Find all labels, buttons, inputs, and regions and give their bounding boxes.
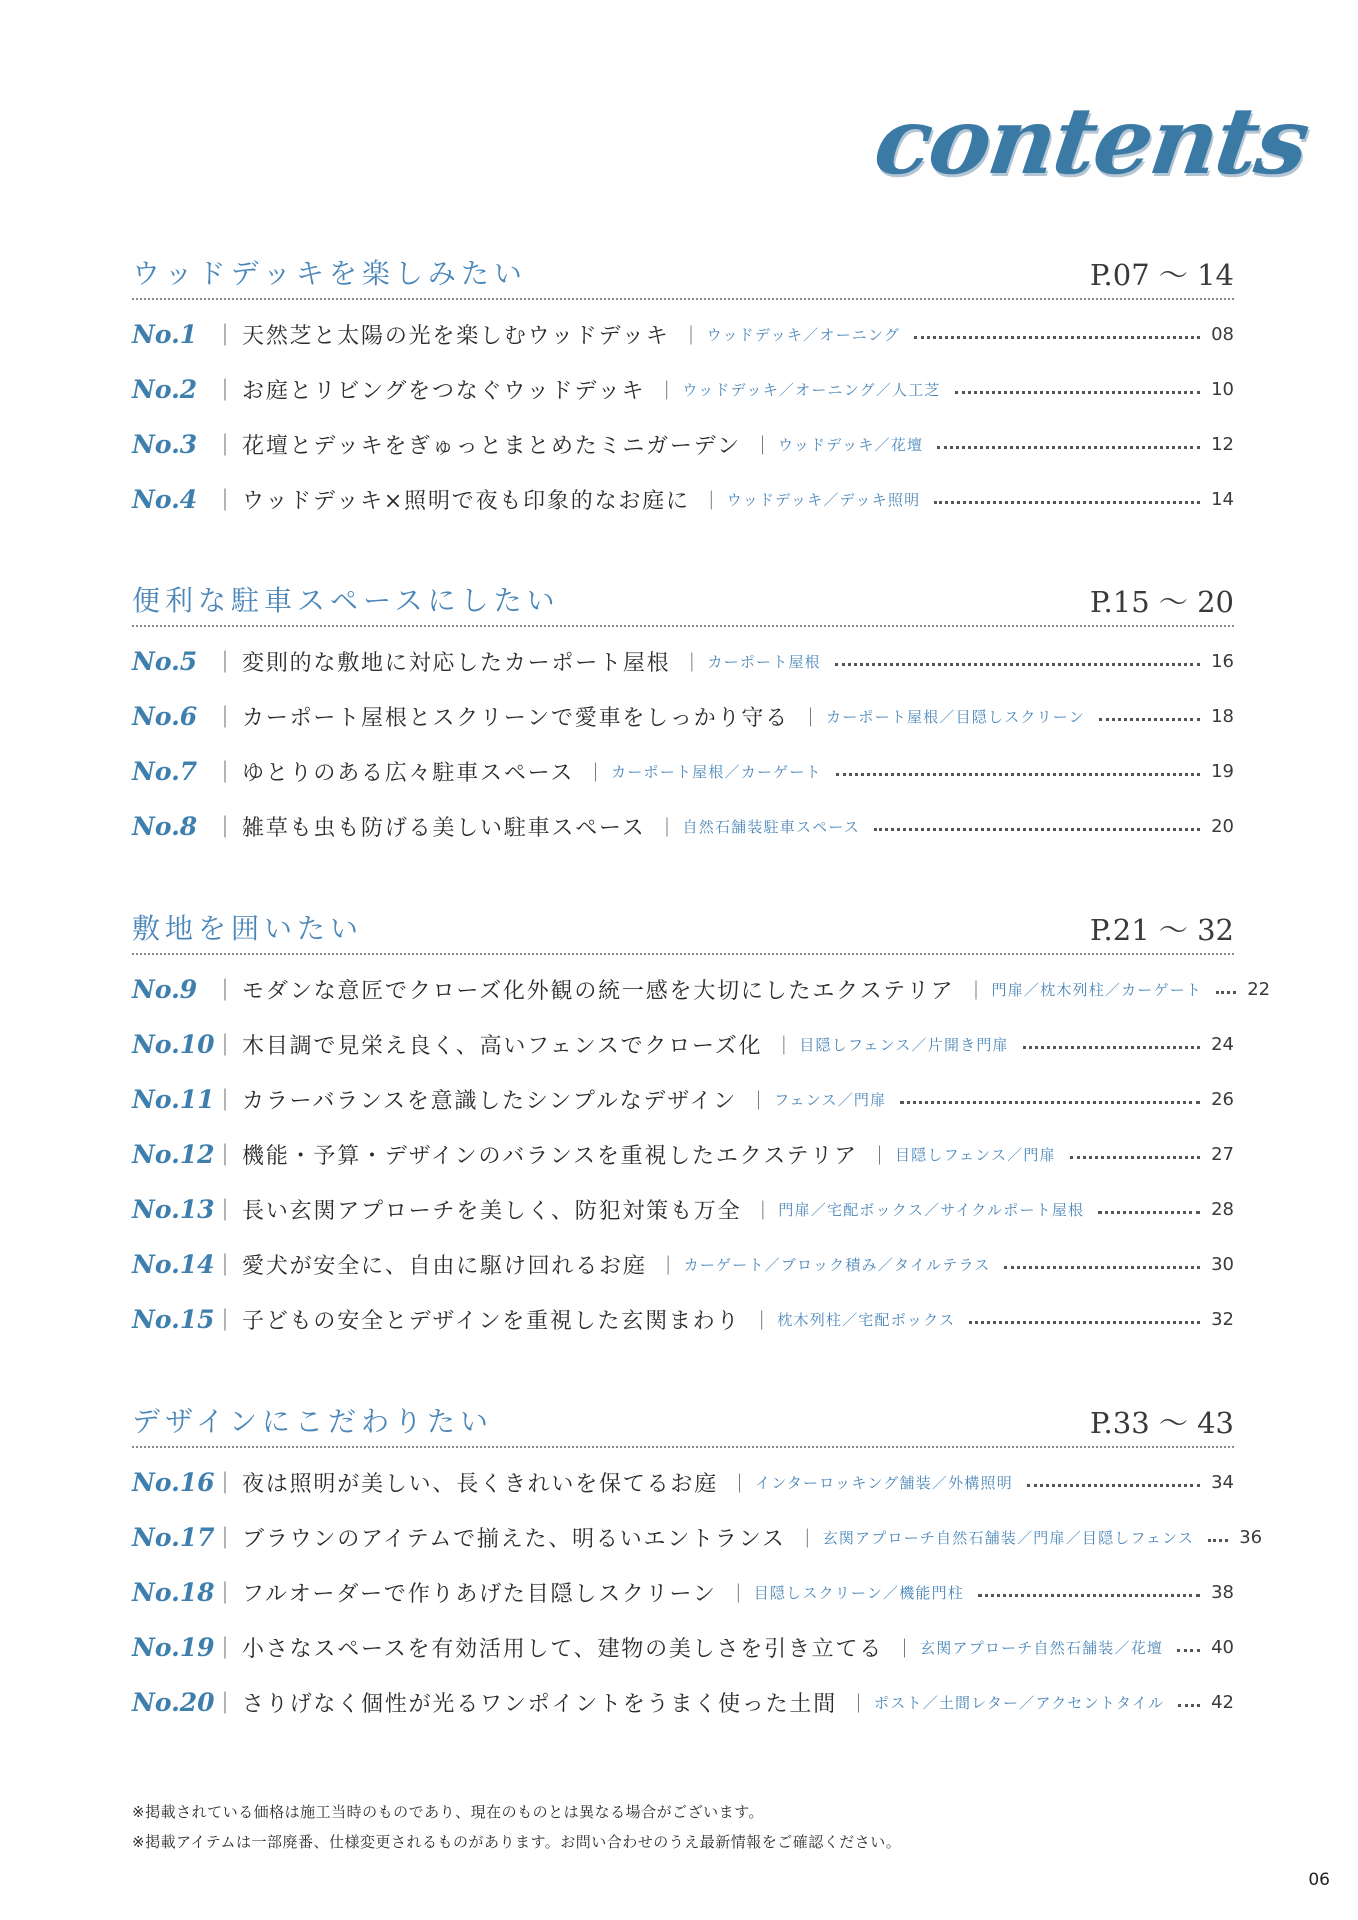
toc-entry[interactable]: No.8 ｜ 雑草も虫も防げる美しい駐車スペース ｜ 自然石舗装駐車スペース 20 [132, 812, 1234, 841]
section-title: デザインにこだわりたい [132, 1405, 494, 1438]
entry-number: No.2 [132, 375, 198, 404]
entry-page: 36 [1239, 1527, 1263, 1548]
toc-entry[interactable]: No.13 ｜ 長い玄関アプローチを美しく、防犯対策も万全 ｜ 門扉／宅配ボックス／サイクルポート屋根 28 [132, 1195, 1234, 1224]
section-page-range: P.07 ～ 14 [1089, 258, 1234, 292]
entry-number: No.15 [132, 1305, 215, 1334]
contents-logo: contents [868, 87, 1315, 195]
entry-number: No.18 [132, 1578, 215, 1607]
dot-leader [900, 1101, 1200, 1104]
section-header [132, 575, 1234, 627]
dot-leader [1070, 1156, 1200, 1159]
dot-leader [835, 663, 1200, 666]
dot-leader [1004, 1266, 1200, 1269]
toc-entry[interactable]: No.19 ｜ 小さなスペースを有効活用して、建物の美しさを引き立てる ｜ 玄関アプローチ自然石舗装／花壇 40 [132, 1633, 1234, 1662]
entry-page: 26 [1211, 1089, 1234, 1110]
entry-page: 34 [1211, 1472, 1234, 1493]
entry-title: 子どもの安全とデザインを重視した玄関まわり [242, 1309, 741, 1334]
entry-number: No.16 [132, 1468, 215, 1497]
entry-number: No.9 [132, 975, 198, 1004]
entry-title: 雑草も虫も防げる美しい駐車スペース [242, 816, 646, 841]
entry-tags: 門扉／宅配ボックス／サイクルポート屋根 [778, 1201, 1085, 1219]
toc-entry[interactable]: No.5 ｜ 変則的な敷地に対応したカーポート屋根 ｜ カーポート屋根 16 [132, 647, 1234, 676]
dot-leader [1023, 1046, 1200, 1049]
dot-leader [969, 1321, 1200, 1324]
dot-leader [934, 501, 1200, 504]
section-title: 敷地を囲いたい [132, 912, 364, 945]
entry-title: 愛犬が安全に、自由に駆け回れるお庭 [242, 1254, 647, 1279]
entry-title: ゆとりのある広々駐車スペース [242, 761, 575, 786]
toc-entry[interactable]: No.20 ｜ さりげなく個性が光るワンポイントをうまく使った土間 ｜ ポスト／土間レター／アクセントタイル 42 [132, 1688, 1234, 1717]
entry-tags: フェンス／門扉 [774, 1091, 887, 1109]
entry-number: No.14 [132, 1250, 215, 1279]
toc-entry[interactable]: No.2 ｜ お庭とリビングをつなぐウッドデッキ ｜ ウッドデッキ／オーニング／人工芝 10 [132, 375, 1234, 404]
entry-page: 42 [1211, 1692, 1234, 1713]
dot-leader [1216, 991, 1236, 994]
entry-tags: ウッドデッキ／オーニング／人工芝 [682, 381, 941, 399]
section-header [132, 903, 1234, 955]
toc-entry[interactable]: No.1 ｜ 天然芝と太陽の光を楽しむウッドデッキ ｜ ウッドデッキ／オーニング 08 [132, 320, 1234, 349]
entry-number: No.12 [132, 1140, 215, 1169]
entry-tags: カーポート屋根 [707, 653, 821, 671]
entry-title: 長い玄関アプローチを美しく、防犯対策も万全 [242, 1199, 742, 1224]
dot-leader [937, 446, 1200, 449]
entry-page: 40 [1211, 1637, 1234, 1658]
entry-title: さりげなく個性が光るワンポイントをうまく使った土間 [242, 1692, 838, 1717]
section-title: ウッドデッキを楽しみたい [132, 257, 527, 290]
dot-leader [1099, 718, 1200, 721]
entry-page: 16 [1211, 651, 1234, 672]
entry-title: 変則的な敷地に対応したカーポート屋根 [242, 651, 671, 676]
entry-tags: 目隠しフェンス／門扉 [894, 1146, 1056, 1164]
toc-entry[interactable]: No.10 ｜ 木目調で見栄え良く、高いフェンスでクローズ化 ｜ 目隠しフェンス／片開き門扉 24 [132, 1030, 1234, 1059]
section-page-range: P.33 ～ 43 [1089, 1406, 1234, 1440]
dot-leader [1177, 1649, 1200, 1652]
entry-tags: 門扉／枕木列柱／カーゲート [991, 981, 1203, 999]
entry-number: No.17 [132, 1523, 215, 1552]
entry-tags: 玄関アプローチ自然石舗装／花壇 [920, 1639, 1164, 1657]
dot-leader [836, 773, 1200, 776]
dot-leader [874, 828, 1200, 831]
entry-tags: カーゲート／ブロック積み／タイルテラス [683, 1256, 991, 1274]
entry-tags: 玄関アプローチ自然石舗装／門扉／目隠しフェンス [822, 1529, 1195, 1547]
footnote: ※掲載されている価格は施工当時のものであり、現在のものとは異なる場合がございます。 [132, 1803, 764, 1821]
section-header [132, 1396, 1234, 1448]
entry-tags: カーポート屋根／カーゲート [611, 763, 822, 781]
toc-entry[interactable]: No.15 ｜ 子どもの安全とデザインを重視した玄関まわり ｜ 枕木列柱／宅配ボックス 32 [132, 1305, 1234, 1334]
section-design [132, 1396, 1263, 1730]
entry-title: 小さなスペースを有効活用して、建物の美しさを引き立てる [242, 1637, 884, 1662]
toc-entry[interactable]: No.7 ｜ ゆとりのある広々駐車スペース ｜ カーポート屋根／カーゲート 19 [132, 757, 1234, 786]
entry-number: No.8 [132, 812, 198, 841]
toc-entry[interactable]: No.17 ｜ ブラウンのアイテムで揃えた、明るいエントランス ｜ 玄関アプローチ自然石舗装／門扉／目隠しフェンス 36 [132, 1523, 1263, 1552]
entry-title: フルオーダーで作りあげた目隠しスクリーン [242, 1582, 717, 1607]
entry-tags: 自然石舗装駐車スペース [682, 818, 860, 836]
entry-title: ウッドデッキ×照明で夜も印象的なお庭に [242, 489, 690, 514]
entry-tags: 目隠しフェンス／片開き門扉 [799, 1036, 1009, 1054]
toc-entry[interactable]: No.6 ｜ カーポート屋根とスクリーンで愛車をしっかり守る ｜ カーポート屋根／目隠しスクリーン 18 [132, 702, 1234, 731]
dot-leader [1208, 1539, 1228, 1542]
entry-number: No.4 [132, 485, 198, 514]
dot-leader [1178, 1704, 1200, 1707]
dot-leader [1098, 1211, 1200, 1214]
entry-title: 機能・予算・デザインのバランスを重視したエクステリア [242, 1144, 858, 1169]
toc-entry[interactable]: No.16 ｜ 夜は照明が美しい、長くきれいを保てるお庭 ｜ インターロッキング舗装／外構照明 34 [132, 1468, 1234, 1497]
entry-tags: ウッドデッキ／花壇 [777, 436, 924, 454]
entry-number: No.13 [132, 1195, 215, 1224]
entry-number: No.19 [132, 1633, 215, 1662]
entry-title: お庭とリビングをつなぐウッドデッキ [242, 379, 646, 404]
footnote: ※掲載アイテムは一部廃番、仕様変更されるものがあります。お問い合わせのうえ最新情報をご確認ください。 [132, 1833, 902, 1851]
entry-page: 22 [1247, 979, 1271, 1000]
entry-page: 19 [1211, 761, 1234, 782]
entry-page: 32 [1211, 1309, 1234, 1330]
toc-entry[interactable]: No.14 ｜ 愛犬が安全に、自由に駆け回れるお庭 ｜ カーゲート／ブロック積み／タイルテラス 30 [132, 1250, 1234, 1279]
entry-title: 夜は照明が美しい、長くきれいを保てるお庭 [242, 1472, 719, 1497]
entry-title: ブラウンのアイテムで揃えた、明るいエントランス [242, 1527, 786, 1552]
entry-number: No.20 [132, 1688, 215, 1717]
entry-number: No.7 [132, 757, 198, 786]
toc-entry[interactable]: No.9 ｜ モダンな意匠でクローズ化外観の統一感を大切にしたエクステリア ｜ 門扉／枕木列柱／カーゲート 22 [132, 975, 1271, 1004]
dot-leader [955, 391, 1200, 394]
entry-number: No.3 [132, 430, 198, 459]
entry-tags: ウッドデッキ／デッキ照明 [726, 491, 921, 509]
toc-entry[interactable]: No.4 ｜ ウッドデッキ×照明で夜も印象的なお庭に ｜ ウッドデッキ／デッキ照明 14 [132, 485, 1234, 514]
section-page-range: P.21 ～ 32 [1089, 913, 1234, 947]
dot-leader [1027, 1484, 1200, 1487]
entry-tags: インターロッキング舗装／外構照明 [755, 1474, 1013, 1492]
section-wood-deck [132, 248, 1234, 527]
entry-tags: カーポート屋根／目隠しスクリーン [826, 708, 1085, 726]
entry-title: 木目調で見栄え良く、高いフェンスでクローズ化 [242, 1034, 763, 1059]
footnotes [132, 1797, 901, 1857]
dot-leader [914, 336, 1200, 339]
toc-entry[interactable]: No.11 ｜ カラーバランスを意識したシンプルなデザイン ｜ フェンス／門扉 26 [132, 1085, 1234, 1114]
entry-page: 20 [1211, 816, 1234, 837]
entry-title: カーポート屋根とスクリーンで愛車をしっかり守る [242, 706, 789, 731]
entry-title: 花壇とデッキをぎゅっとまとめたミニガーデン [242, 434, 741, 459]
entry-number: No.11 [132, 1085, 215, 1114]
entry-number: No.10 [132, 1030, 215, 1059]
entry-title: モダンな意匠でクローズ化外観の統一感を大切にしたエクステリア [242, 979, 955, 1004]
page-number: 06 [1308, 1870, 1330, 1890]
entry-page: 28 [1211, 1199, 1234, 1220]
entry-page: 27 [1211, 1144, 1234, 1165]
entry-page: 08 [1211, 324, 1234, 345]
entry-tags: 目隠しスクリーン／機能門柱 [753, 1584, 965, 1602]
entry-page: 10 [1211, 379, 1234, 400]
entry-page: 30 [1211, 1254, 1234, 1275]
toc-entry[interactable]: No.3 ｜ 花壇とデッキをぎゅっとまとめたミニガーデン ｜ ウッドデッキ／花壇 12 [132, 430, 1234, 459]
section-header [132, 248, 1234, 300]
entry-page: 18 [1211, 706, 1234, 727]
entry-number: No.5 [132, 647, 198, 676]
entry-number: No.1 [132, 320, 198, 349]
entry-page: 38 [1211, 1582, 1234, 1603]
entry-tags: ポスト／土間レター／アクセントタイル [874, 1694, 1165, 1712]
entry-page: 14 [1211, 489, 1234, 510]
entry-tags: 枕木列柱／宅配ボックス [777, 1311, 956, 1329]
entry-title: 天然芝と太陽の光を楽しむウッドデッキ [242, 324, 670, 349]
section-page-range: P.15 ～ 20 [1089, 585, 1234, 619]
section-enclosure [132, 903, 1271, 1347]
toc-entry[interactable]: No.18 ｜ フルオーダーで作りあげた目隠しスクリーン ｜ 目隠しスクリーン／機能門柱 38 [132, 1578, 1234, 1607]
toc-entry[interactable]: No.12 ｜ 機能・予算・デザインのバランスを重視したエクステリア ｜ 目隠しフェンス／門扉 27 [132, 1140, 1234, 1169]
section-title: 便利な駐車スペースにしたい [132, 584, 560, 617]
entry-page: 24 [1211, 1034, 1234, 1055]
entry-tags: ウッドデッキ／オーニング [706, 326, 901, 344]
entry-number: No.6 [132, 702, 198, 731]
entry-page: 12 [1211, 434, 1234, 455]
dot-leader [978, 1594, 1200, 1597]
section-parking [132, 575, 1234, 854]
entry-title: カラーバランスを意識したシンプルなデザイン [242, 1089, 738, 1114]
